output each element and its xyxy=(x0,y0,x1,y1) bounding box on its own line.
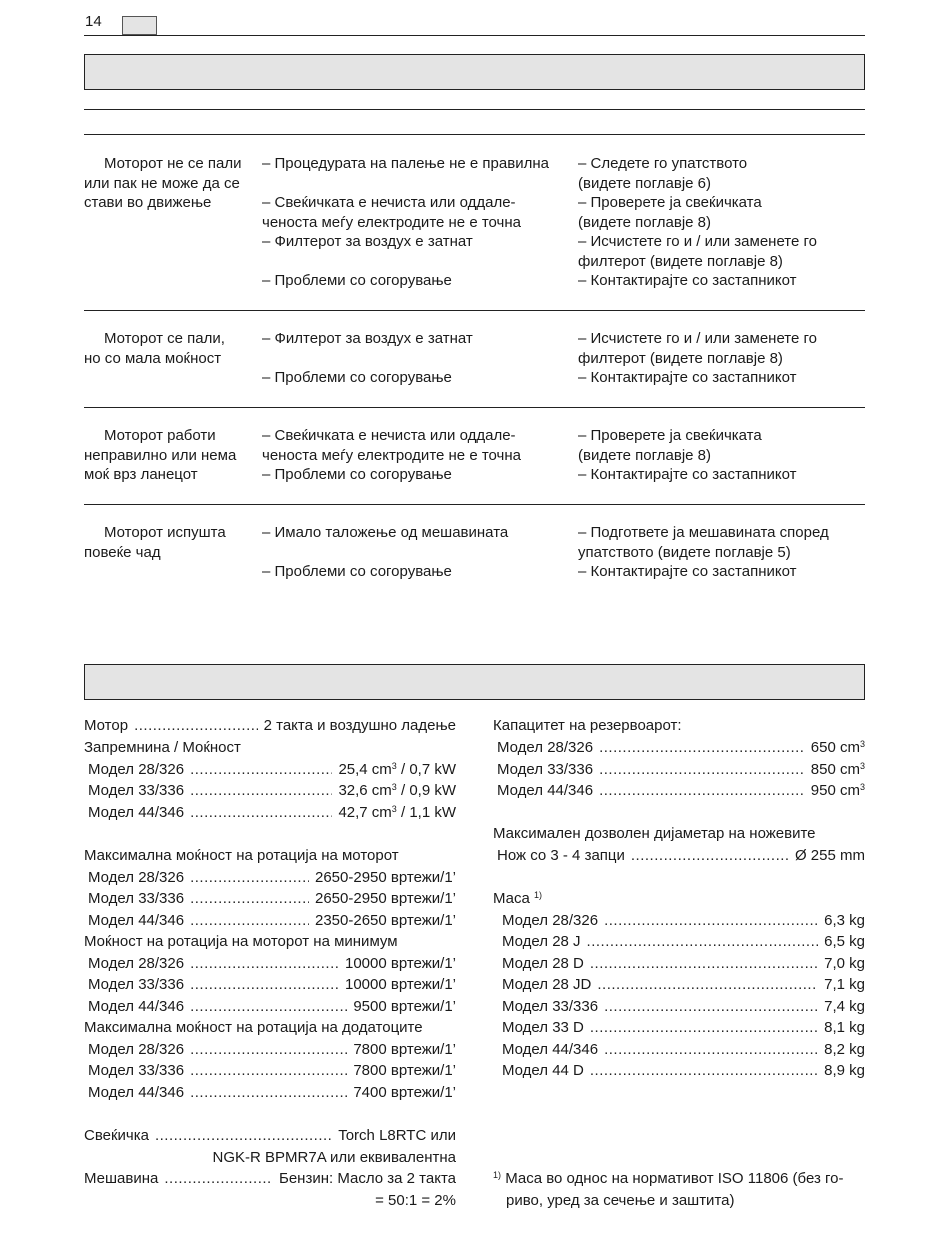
remedy-text: – Контактирајте со застапникот xyxy=(578,369,797,386)
spec-row: Модел 33/336 ..... 10000 вртежи/1’ xyxy=(88,974,456,996)
remedy-text: – Проверете ја свеќичката (видете поглавје 8) xyxy=(578,427,762,464)
cause-text: – Проблеми со согорување xyxy=(262,272,452,289)
cause-text: – Филтерот за воздух е затнат xyxy=(262,233,473,250)
remedy-text: – Контактирајте со застапникот xyxy=(578,563,797,580)
page-number: 14 xyxy=(85,13,102,30)
spec-group-title: Моќност на ротација на моторот на минимум xyxy=(84,933,398,950)
problem-text: Моторот се пали, но со мала моќност xyxy=(84,330,225,367)
spec-row: Модел 28 J ..... 6,5 kg xyxy=(502,931,865,953)
remedy-text: – Контактирајте со застапникот xyxy=(578,466,797,483)
remedy-text: – Подгответе ја мешавината според упатството (видете поглавје 5) xyxy=(578,524,829,561)
footnote: $^{1)}$ Маса во однос на нормативот ISO 11806 (без го- xyxy=(493,1170,844,1187)
spec-row: Модел 44 D ..... 8,9 kg xyxy=(502,1060,865,1082)
specs-heading-box xyxy=(84,664,865,700)
spec-spark-plug-alt: NGK-R BPMR7A или еквивалентна xyxy=(212,1149,456,1166)
spec-mixture-ratio: = 50:1 = 2% xyxy=(375,1192,456,1209)
chapter-tab xyxy=(122,16,157,35)
table-top-rule xyxy=(84,109,865,110)
troubleshooting-heading-box xyxy=(84,54,865,90)
spec-row: Модел 33/336 ..... 2650-2950 вртежи/1’ xyxy=(88,888,456,910)
spec-row: Модел 44/346 ..... 7400 вртежи/1’ xyxy=(88,1082,456,1104)
cause-text: – Филтерот за воздух е затнат xyxy=(262,330,473,347)
spec-row: Нож со 3 - 4 запци ..... Ø 255 mm xyxy=(497,845,865,867)
remedy-text: – Контактирајте со застапникот xyxy=(578,272,797,289)
spec-group-title: Маса $^{1)}$ xyxy=(493,890,543,907)
table-header-rule xyxy=(84,134,865,135)
spec-row: Модел 28 D ..... 7,0 kg xyxy=(502,953,865,975)
problem-text: Моторот испушта повеќе чад xyxy=(84,524,226,561)
spec-row: Модел 33/336 ..... 7800 вртежи/1’ xyxy=(88,1060,456,1082)
footnote-continuation: риво, уред за сечење и заштита) xyxy=(506,1192,735,1209)
row-divider xyxy=(84,310,865,311)
remedy-text: – Исчистете го и / или заменете го филтерот (видете поглавје 8) xyxy=(578,330,817,367)
spec-row: Модел 44/346 ..... 9500 вртежи/1’ xyxy=(88,996,456,1018)
spec-row: Модел 44/346 ..... 42,7 $cm^3 / 1,1$ kW xyxy=(88,802,456,824)
row-divider xyxy=(84,504,865,505)
cause-text: – Свеќичката е нечиста или оддале- ченоста меѓу електродите не е точна xyxy=(262,194,521,231)
spec-row: Модел 44/346 ..... 8,2 kg xyxy=(502,1039,865,1061)
spec-row: Модел 28/326 ..... 10000 вртежи/1’ xyxy=(88,953,456,975)
spec-group-title: Запремнина / Моќност xyxy=(84,739,241,756)
remedy-text: – Проверете ја свеќичката (видете поглавје 8) xyxy=(578,194,762,231)
spec-row: Модел 33 D ..... 8,1 kg xyxy=(502,1017,865,1039)
spec-mixture: Мешавина ..... Бензин: Масло за 2 такта xyxy=(84,1168,456,1190)
spec-row: Модел 28/326 ..... 2650-2950 вртежи/1’ xyxy=(88,867,456,889)
spec-group-title: Максимална моќност на ротација на додатоците xyxy=(84,1019,423,1036)
problem-text: Моторот работи неправилно или нема моќ врз ланецот xyxy=(84,427,237,484)
cause-text: – Проблеми со согорување xyxy=(262,369,452,386)
cause-text: – Проблеми со согорување xyxy=(262,563,452,580)
remedy-text: – Исчистете го и / или заменете го филтерот (видете поглавје 8) xyxy=(578,233,817,270)
spec-group-title: Максимална моќност на ротација на моторот xyxy=(84,847,399,864)
cause-text: – Проблеми со согорување xyxy=(262,466,452,483)
spec-group-title: Капацитет на резервоарот: xyxy=(493,717,682,734)
remedy-text: – Следете го упатството (видете поглавје 6) xyxy=(578,155,748,192)
spec-row: Модел 33/336 ..... 850 $cm^3$ xyxy=(497,759,865,781)
spec-row: Модел 33/336 ..... 32,6 $cm^3 / 0,9$ kW xyxy=(88,780,456,802)
spec-row: Модел 28/326 ..... 7800 вртежи/1’ xyxy=(88,1039,456,1061)
spec-row: Модел 33/336 ..... 7,4 kg xyxy=(502,996,865,1018)
spec-row: Модел 44/346 ..... 950 $cm^3$ xyxy=(497,780,865,802)
cause-text: – Свеќичката е нечиста или оддале- ченоста меѓу електродите не е точна xyxy=(262,427,521,464)
cause-text: – Имало таложење од мешавината xyxy=(262,524,509,541)
spec-group-title: Максимален дозволен дијаметар на ножевите xyxy=(493,825,816,842)
cause-text: – Процедурата на палење не е правилна xyxy=(262,155,549,172)
spec-row: Модел 44/346 ..... 2350-2650 вртежи/1’ xyxy=(88,910,456,932)
header-rule xyxy=(84,35,865,36)
spec-row: Модел 28/326 ..... 6,3 kg xyxy=(502,910,865,932)
spec-row: Модел 28/326 ..... 650 $cm^3$ xyxy=(497,737,865,759)
spec-motor: Мотор ..... 2 такта и воздушно ладење xyxy=(84,715,456,737)
spec-spark-plug: Свеќичка ..... Torch L8RTC или xyxy=(84,1125,456,1147)
row-divider xyxy=(84,407,865,408)
problem-text: Моторот не се пали или пак не може да се стави во движење xyxy=(84,155,242,212)
spec-row: Модел 28 JD ..... 7,1 kg xyxy=(502,974,865,996)
spec-row: Модел 28/326 ..... 25,4 $cm^3 / 0,7$ kW xyxy=(88,759,456,781)
